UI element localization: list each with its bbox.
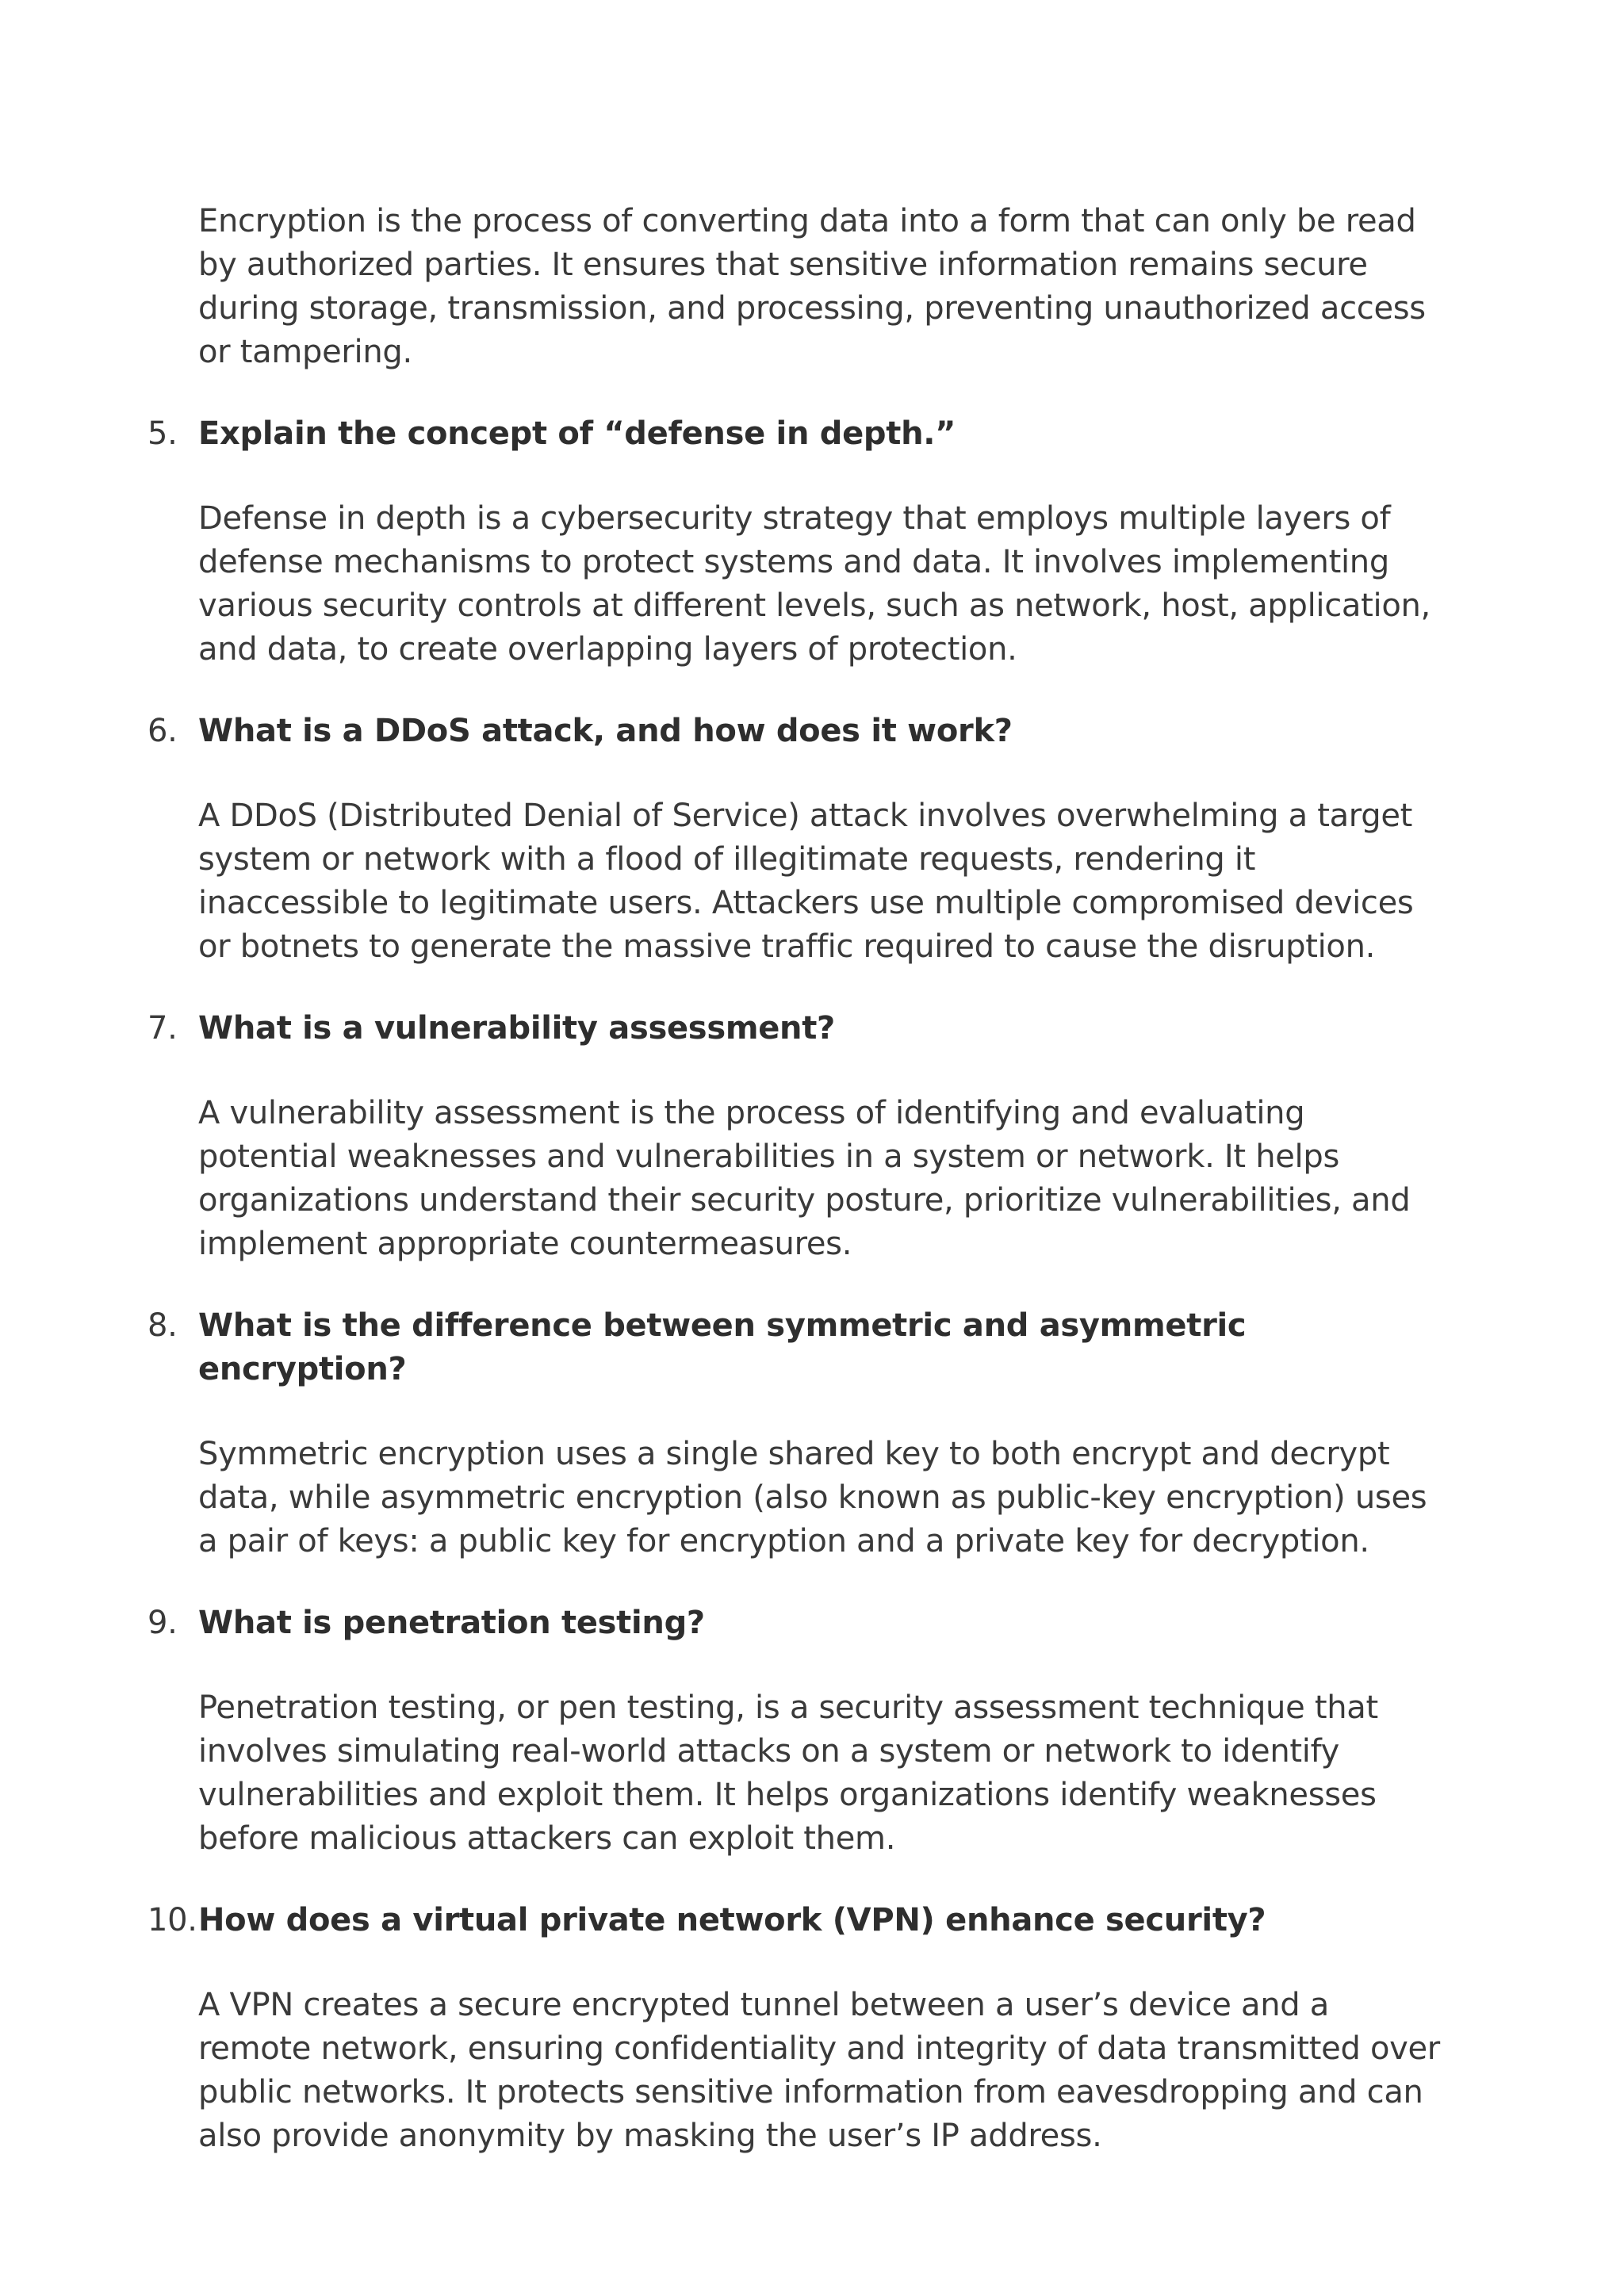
list-item xyxy=(147,412,1448,672)
question-heading xyxy=(147,1899,1448,1942)
question-heading xyxy=(147,1007,1448,1050)
list-item xyxy=(147,1899,1448,2158)
item-number: 9. xyxy=(147,1605,178,1641)
item-number: 10. xyxy=(147,1902,197,1938)
question-text: What is a vulnerability assessment? xyxy=(198,1010,835,1047)
intro-paragraph: Encryption is the process of converting data into a form that can only be read by authorized parties. It ensures that sensitive information remains secure during storage, transmission, and processing, preventing unauthorized access or tampering. xyxy=(198,203,1426,370)
question-heading xyxy=(147,1601,1448,1645)
document-content xyxy=(147,200,1448,2158)
question-heading xyxy=(147,710,1448,753)
item-number: 8. xyxy=(147,1307,178,1344)
question-heading xyxy=(147,412,1448,456)
question-text: Explain the concept of “defense in depth.” xyxy=(198,415,956,452)
answer-paragraph: A DDoS (Distributed Denial of Service) attack involves overwhelming a target system or network with a flood of illegitimate requests, rendering it inaccessible to legitimate users. Attackers use multiple compromised devices or botnets to generate the massive traffic required to cause the disruption. xyxy=(198,798,1414,965)
question-text: What is penetration testing? xyxy=(198,1605,705,1641)
list-item xyxy=(147,1304,1448,1563)
question-text: What is the difference between symmetric and asymmetric encryption? xyxy=(198,1307,1247,1387)
item-number: 7. xyxy=(147,1010,178,1047)
question-text: How does a virtual private network (VPN) enhance security? xyxy=(198,1902,1266,1938)
item-number: 5. xyxy=(147,415,178,452)
answer-paragraph: A vulnerability assessment is the process of identifying and evaluating potential weaknesses and vulnerabilities in a system or network. It helps organizations understand their security posture, prioritize vulnerabilities, and implement appropriate countermeasures. xyxy=(198,1095,1411,1262)
question-heading xyxy=(147,1304,1448,1391)
list-item xyxy=(147,1601,1448,1861)
question-text: What is a DDoS attack, and how does it work? xyxy=(198,713,1013,749)
answer-paragraph: Penetration testing, or pen testing, is a security assessment technique that involves simulating real-world attacks on a system or network to identify vulnerabilities and exploit them. It helps organizations identify weaknesses before malicious attackers can exploit them. xyxy=(198,1689,1378,1857)
list-item xyxy=(147,1007,1448,1266)
answer-paragraph: A VPN creates a secure encrypted tunnel between a user’s device and a remote network, ensuring confidentiality and integrity of data transmitted over public networks. It protects sensitive information from eavesdropping and can also provide anonymity by masking the user’s IP address. xyxy=(198,1987,1440,2154)
item-number: 6. xyxy=(147,713,178,749)
list-item xyxy=(147,710,1448,969)
answer-paragraph: Defense in depth is a cybersecurity strategy that employs multiple layers of defense mechanisms to protect systems and data. It involves implementing various security controls at different levels, such as network, host, application, and data, to create overlapping layers of protection. xyxy=(198,500,1431,668)
answer-paragraph: Symmetric encryption uses a single shared key to both encrypt and decrypt data, while asymmetric encryption (also known as public-key encryption) uses a pair of keys: a public key for encryption and a private key for decryption. xyxy=(198,1436,1427,1559)
